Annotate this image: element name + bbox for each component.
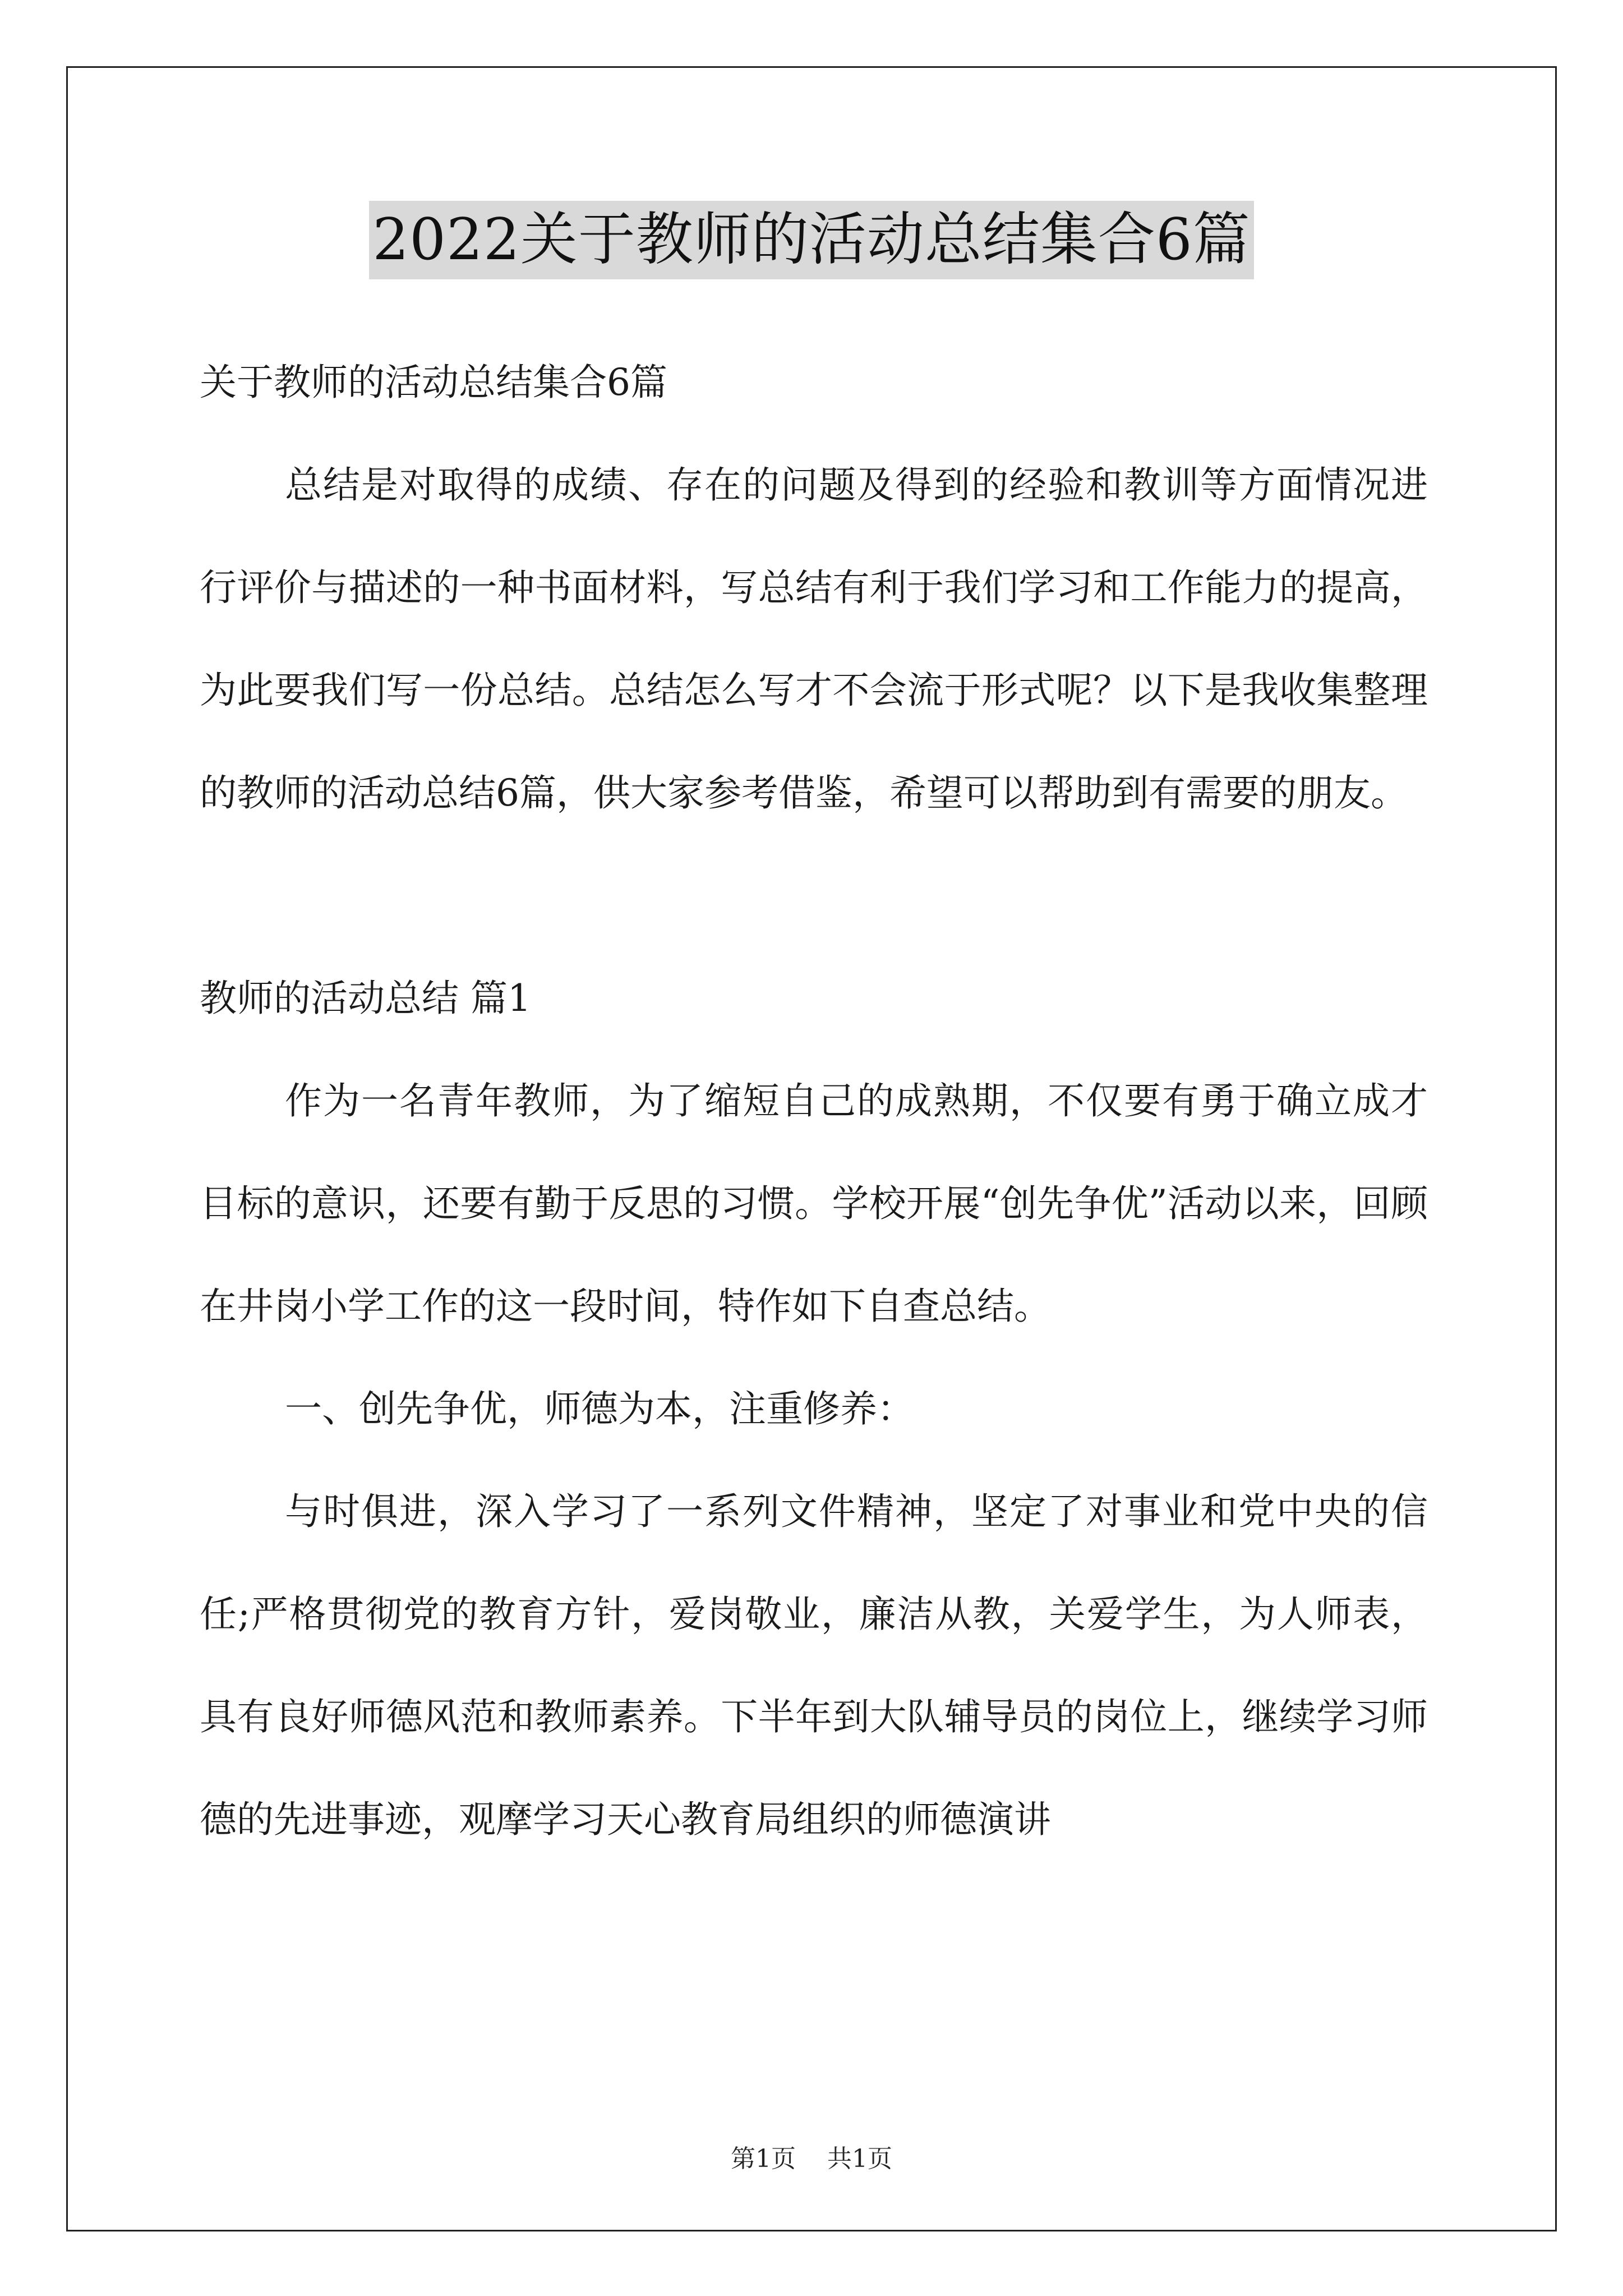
- intro-paragraph: 总结是对取得的成绩、存在的问题及得到的经验和教训等方面情况进行评价与描述的一种书面材料，写总结有利于我们学习和工作能力的提高，为此要我们写一份总结。总结怎么写才不会流于形式呢？以下是我收集整理的教师的活动总结6篇，供大家参考借鉴，希望可以帮助到有需要的朋友。: [200, 463, 1428, 815]
- body-paragraph: 与时俱进，深入学习了一系列文件精神，坚定了对事业和党中央的信任;严格贯彻党的教育方针，爱岗敬业，廉洁从教，关爱学生，为人师表，具有良好师德风范和教师素养。下半年到大队辅导员的岗位上，继续学习师德的先进事迹，观摩学习天心教育局组织的师德演讲: [200, 1490, 1428, 1841]
- subheading: 一、创先争优，师德为本，注重修养：: [285, 1387, 914, 1430]
- page-total: 共1页: [827, 2145, 892, 2173]
- title-container: [0, 201, 1623, 279]
- paragraph-spacer: [200, 844, 1428, 947]
- page-footer: [0, 2138, 1623, 2174]
- section-heading: 教师的活动总结 篇1: [200, 977, 531, 1020]
- document-subtitle: 关于教师的活动总结集合6篇: [200, 361, 667, 404]
- body-paragraph: 作为一名青年教师，为了缩短自己的成熟期，不仅要有勇于确立成才目标的意识，还要有勤于反思的习惯。学校开展“创先争优”活动以来，回顾在井岗小学工作的这一段时间，特作如下自查总结。: [200, 1079, 1428, 1328]
- document-body: [200, 331, 1428, 1871]
- document-title: 2022关于教师的活动总结集合6篇: [369, 201, 1253, 279]
- page-number: 第1页: [731, 2145, 796, 2173]
